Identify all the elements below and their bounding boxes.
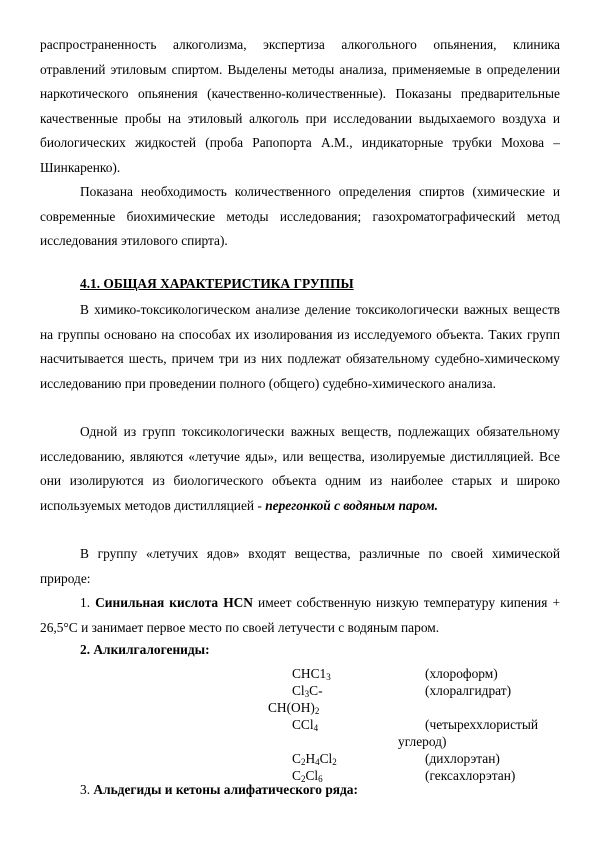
intro-continuation: распространенность алкоголизма, экспертиза алкогольного опьянения, клиника отравлений этиловым спиртом. Выделены методы анализа, применяемые в определении наркотического опьянения (качественно-количественные). Показаны предварительные качественные пробы на этиловый алкоголь при исследовании выдыхаемого воздуха и биологических жидкостей (проба Рапопорта А.М., индикаторные трубки Мохова – Шинкаренко). bbox=[40, 37, 560, 175]
comment-chloroform: (хлороформ) bbox=[425, 666, 498, 681]
comment-carbon-tetrachloride-line1: (четыреххлористый bbox=[425, 717, 539, 732]
list-item-3 bbox=[80, 778, 358, 803]
list-item-1 bbox=[40, 591, 560, 640]
comment-dichloroethane: (дихлорэтан) bbox=[425, 751, 500, 766]
paragraph-groups: В химико-токсикологическом анализе деление токсикологически важных веществ на группы основано на способах их изолирования из исследуемого объекта. Таких групп насчитывается шесть, причем три из них подлежат обязательному судебно-химическому исследованию при проведении полного (общего) судебно-химического анализа. bbox=[40, 302, 560, 391]
section-heading: 4.1. ОБЩАЯ ХАРАКТЕРИСТИКА ГРУППЫ bbox=[80, 276, 354, 291]
formula-chloroform: $CHC1_3$ bbox=[292, 666, 331, 682]
list-item-2-label: 2. Алкилгалогениды: bbox=[80, 642, 210, 657]
item3-number: 3. bbox=[80, 782, 91, 797]
comment-carbon-tetrachloride-line2: углерод) bbox=[398, 734, 447, 749]
formula-chloral-hydrate-line1: $Cl_3C-$ bbox=[292, 683, 323, 699]
paragraph-volatile-poisons bbox=[40, 420, 560, 518]
formula-hexachloroethane: $C_2Cl_6$ bbox=[292, 768, 323, 784]
paragraph-volatile-emphasis: перегонкой с водяным паром. bbox=[265, 497, 439, 513]
item1-text: имеет собственную низкую температуру кипения + 26,5°С и занимает первое место по своей летучести с водяным паром. bbox=[40, 595, 561, 635]
intro-paragraph: Показана необходимость количественного определения спиртов (химические и современные биохимические методы исследования; газохроматографический метод исследования этилового спирта). bbox=[40, 184, 560, 248]
formula-carbon-tetrachloride: CCl$_4$ bbox=[292, 717, 319, 733]
item3-bold: Альдегиды и кетоны алифатического ряда: bbox=[93, 782, 358, 797]
paragraph-volatile-text: Одной из групп токсикологически важных веществ, подлежащих обязательному исследованию, являются «летучие яды», или вещества, изолируемые дистилляцией. Все они изолируются из биологического объекта одним из наиболее старых и широко используемых методов дистилляцией - bbox=[40, 424, 560, 513]
paragraph-group-composition: В группу «летучих ядов» входят вещества, различные по своей химической природе: bbox=[40, 546, 560, 586]
comment-chloral-hydrate: (хлоралгидрат) bbox=[425, 683, 512, 698]
comment-hexachloroethane: (гексахлорэтан) bbox=[425, 768, 516, 783]
item1-number: 1. bbox=[80, 595, 91, 610]
formula-chloral-hydrate-line2: $CH(OH)_2$ bbox=[268, 700, 320, 716]
formula-dichloroethane: $C_2H_4Cl_2$ bbox=[292, 751, 337, 767]
item1-bold: Синильная кислота HCN bbox=[95, 595, 253, 610]
